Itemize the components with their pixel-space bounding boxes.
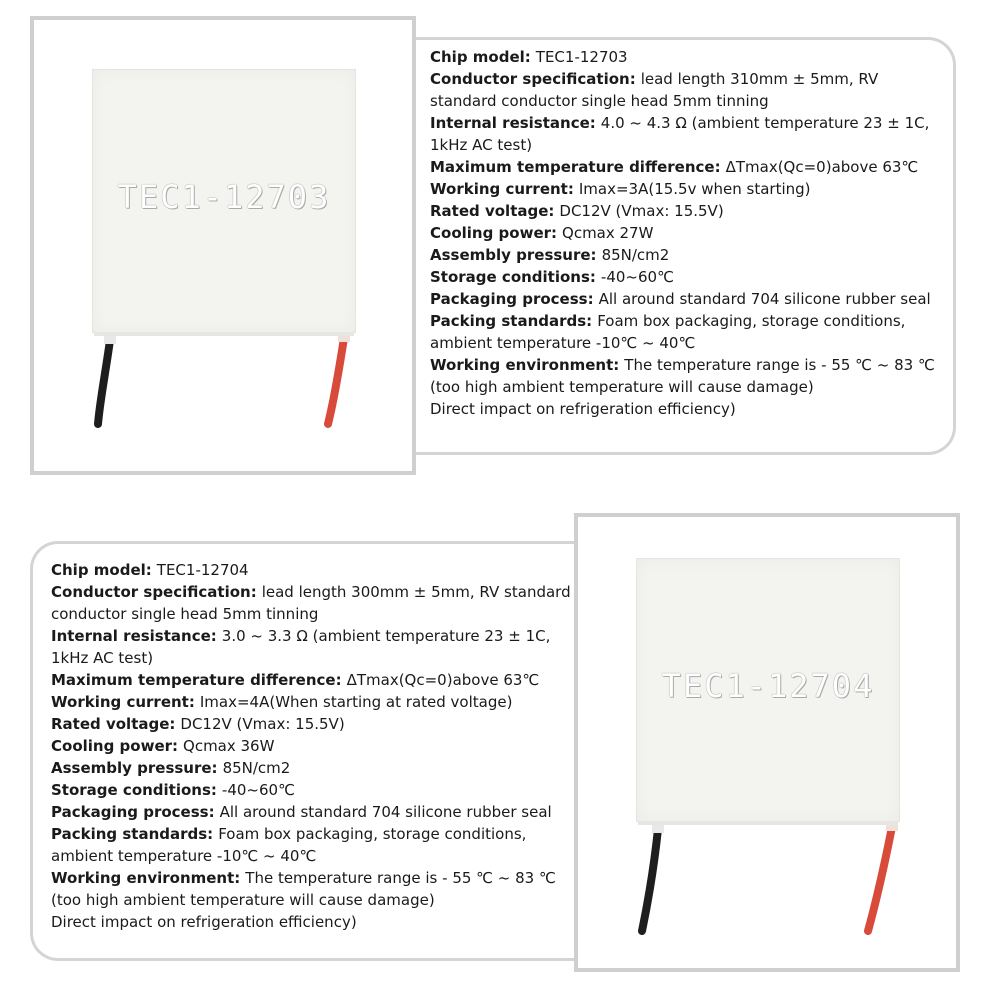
spec-rated-voltage bbox=[51, 713, 571, 735]
spec-value: TEC1-12704 bbox=[156, 561, 249, 579]
spec-label: Maximum temperature difference: bbox=[51, 671, 342, 689]
spec-value: 85N/cm2 bbox=[601, 246, 670, 264]
spec-value: TEC1-12703 bbox=[535, 48, 628, 66]
spec-chip-model bbox=[51, 559, 571, 581]
product-photo-tec1-12704 bbox=[574, 513, 960, 972]
spec-value: -40~60℃ bbox=[221, 781, 295, 799]
spec-label: Packing standards: bbox=[430, 312, 593, 330]
spec-internal-resistance bbox=[430, 112, 945, 156]
spec-working-current bbox=[430, 178, 945, 200]
spec-label: Storage conditions: bbox=[51, 781, 217, 799]
spec-working-environment bbox=[51, 867, 571, 911]
spec-value: 85N/cm2 bbox=[222, 759, 291, 777]
spec-label: Maximum temperature difference: bbox=[430, 158, 721, 176]
spec-conductor bbox=[51, 581, 571, 625]
spec-max-temp-diff bbox=[51, 669, 571, 691]
spec-rated-voltage bbox=[430, 200, 945, 222]
spec-internal-resistance bbox=[51, 625, 571, 669]
spec-label: Internal resistance: bbox=[51, 627, 217, 645]
spec-label: Rated voltage: bbox=[51, 715, 176, 733]
chip-print-text: TEC1-12703 bbox=[117, 178, 331, 216]
spec-packing-standards bbox=[430, 310, 945, 354]
spec-label: Storage conditions: bbox=[430, 268, 596, 286]
spec-label: Chip model: bbox=[430, 48, 531, 66]
spec-value: All around standard 704 silicone rubber seal bbox=[598, 290, 931, 308]
spec-value: lead length 300mm ± 5mm, RV standard conductor single head 5mm tinning bbox=[51, 583, 571, 623]
spec-value: 4.0 ~ 4.3 Ω (ambient temperature 23 ± 1C, 1kHz AC test) bbox=[430, 114, 930, 154]
spec-label: Internal resistance: bbox=[430, 114, 596, 132]
spec-list-tec1-12704 bbox=[51, 559, 571, 933]
spec-value: ΔTmax(Qc=0)above 63℃ bbox=[346, 671, 540, 689]
module-edge bbox=[638, 821, 898, 825]
spec-label: Working environment: bbox=[430, 356, 620, 374]
spec-value: Foam box packaging, storage conditions, ambient temperature -10℃ ~ 40℃ bbox=[51, 825, 527, 865]
spec-label: Cooling power: bbox=[430, 224, 558, 242]
spec-value: Foam box packaging, storage conditions, ambient temperature -10℃ ~ 40℃ bbox=[430, 312, 906, 352]
spec-assembly-pressure bbox=[430, 244, 945, 266]
spec-label: Conductor specification: bbox=[430, 70, 636, 88]
spec-chip-model bbox=[430, 46, 945, 68]
spec-assembly-pressure bbox=[51, 757, 571, 779]
spec-note bbox=[51, 911, 571, 933]
spec-label: Packing standards: bbox=[51, 825, 214, 843]
spec-label: Working current: bbox=[51, 693, 195, 711]
spec-label: Cooling power: bbox=[51, 737, 179, 755]
spec-label: Assembly pressure: bbox=[51, 759, 218, 777]
spec-value: Imax=3A(15.5v when starting) bbox=[578, 180, 811, 198]
spec-label: Packaging process: bbox=[51, 803, 215, 821]
spec-value: lead length 310mm ± 5mm, RV standard conductor single head 5mm tinning bbox=[430, 70, 879, 110]
chip-print-text: TEC1-12704 bbox=[661, 667, 875, 705]
spec-value: Direct impact on refrigeration efficiency) bbox=[51, 913, 357, 931]
spec-label: Working environment: bbox=[51, 869, 241, 887]
spec-value: DC12V (Vmax: 15.5V) bbox=[180, 715, 345, 733]
spec-value: Qcmax 36W bbox=[183, 737, 275, 755]
spec-packaging-process bbox=[430, 288, 945, 310]
spec-working-environment bbox=[430, 354, 945, 398]
spec-label: Chip model: bbox=[51, 561, 152, 579]
spec-cooling-power bbox=[430, 222, 945, 244]
spec-working-current bbox=[51, 691, 571, 713]
spec-label: Rated voltage: bbox=[430, 202, 555, 220]
spec-value: ΔTmax(Qc=0)above 63℃ bbox=[725, 158, 919, 176]
spec-value: Qcmax 27W bbox=[562, 224, 654, 242]
spec-value: Imax=4A(When starting at rated voltage) bbox=[199, 693, 513, 711]
spec-cooling-power bbox=[51, 735, 571, 757]
spec-max-temp-diff bbox=[430, 156, 945, 178]
spec-conductor bbox=[430, 68, 945, 112]
spec-value: Direct impact on refrigeration efficiency) bbox=[430, 400, 736, 418]
peltier-module-tec1-12703 bbox=[92, 69, 356, 333]
spec-label: Conductor specification: bbox=[51, 583, 257, 601]
spec-packaging-process bbox=[51, 801, 571, 823]
spec-label: Assembly pressure: bbox=[430, 246, 597, 264]
spec-packing-standards bbox=[51, 823, 571, 867]
peltier-module-tec1-12704 bbox=[636, 558, 900, 822]
spec-value: All around standard 704 silicone rubber seal bbox=[219, 803, 552, 821]
spec-label: Packaging process: bbox=[430, 290, 594, 308]
spec-list-tec1-12703 bbox=[430, 46, 945, 420]
module-edge bbox=[94, 332, 354, 336]
spec-value: The temperature range is - 55 ℃ ~ 83 ℃ (too high ambient temperature will cause damage) bbox=[430, 356, 935, 396]
spec-storage-conditions bbox=[51, 779, 571, 801]
spec-value: DC12V (Vmax: 15.5V) bbox=[559, 202, 724, 220]
spec-value: 3.0 ~ 3.3 Ω (ambient temperature 23 ± 1C, 1kHz AC test) bbox=[51, 627, 551, 667]
spec-note bbox=[430, 398, 945, 420]
spec-label: Working current: bbox=[430, 180, 574, 198]
product-photo-tec1-12703 bbox=[30, 16, 416, 475]
spec-storage-conditions bbox=[430, 266, 945, 288]
spec-value: -40~60℃ bbox=[600, 268, 674, 286]
spec-value: The temperature range is - 55 ℃ ~ 83 ℃ (too high ambient temperature will cause damage) bbox=[51, 869, 556, 909]
